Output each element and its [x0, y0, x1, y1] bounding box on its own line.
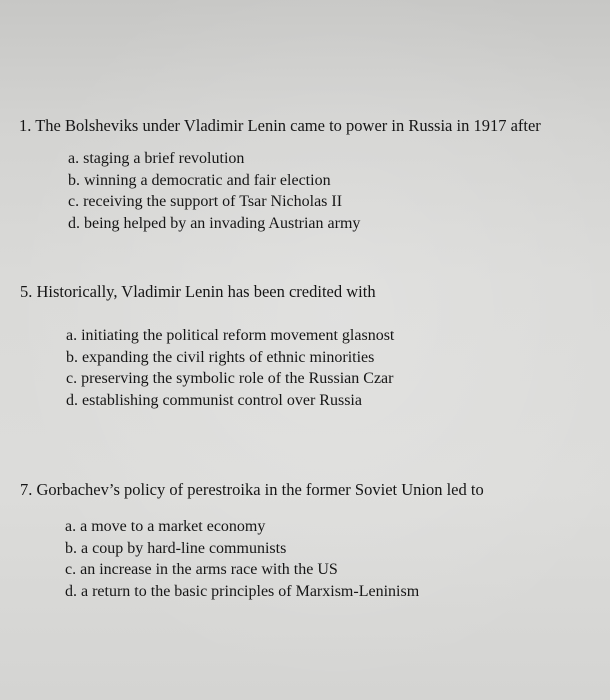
question-text: The Bolsheviks under Vladimir Lenin came to power in Russia in 1917 after [35, 116, 541, 135]
question-number: 1. [19, 116, 32, 135]
answer-options [66, 325, 394, 411]
answer-options [68, 148, 360, 234]
answer-option-a: a. a move to a market economy [65, 518, 266, 535]
question-stem [20, 282, 376, 302]
answer-option-c: c. an increase in the arms race with the US [65, 561, 338, 578]
answer-option-c: c. receiving the support of Tsar Nicholas II [68, 193, 343, 210]
answer-option-d: d. being helped by an invading Austrian army [68, 214, 361, 232]
answer-option-c: c. preserving the symbolic role of the Russian Czar [66, 370, 394, 387]
answer-options [65, 516, 419, 602]
answer-option-b: b. expanding the civil rights of ethnic minorities [66, 348, 375, 366]
question-text: Gorbachev’s policy of perestroika in the former Soviet Union led to [36, 480, 484, 499]
question-stem [20, 480, 484, 500]
question-stem [19, 116, 541, 136]
question-number: 7. [20, 480, 33, 499]
answer-option-d: d. establishing communist control over Russia [66, 391, 362, 409]
answer-option-b: b. winning a democratic and fair election [68, 171, 331, 189]
answer-option-b: b. a coup by hard-line communists [65, 539, 287, 557]
answer-option-a: a. staging a brief revolution [68, 150, 245, 167]
answer-option-d: d. a return to the basic principles of Marxism-Leninism [65, 582, 420, 600]
question-number: 5. [20, 282, 33, 301]
answer-option-a: a. initiating the political reform movement glasnost [66, 327, 395, 344]
question-text: Historically, Vladimir Lenin has been credited with [36, 282, 376, 301]
